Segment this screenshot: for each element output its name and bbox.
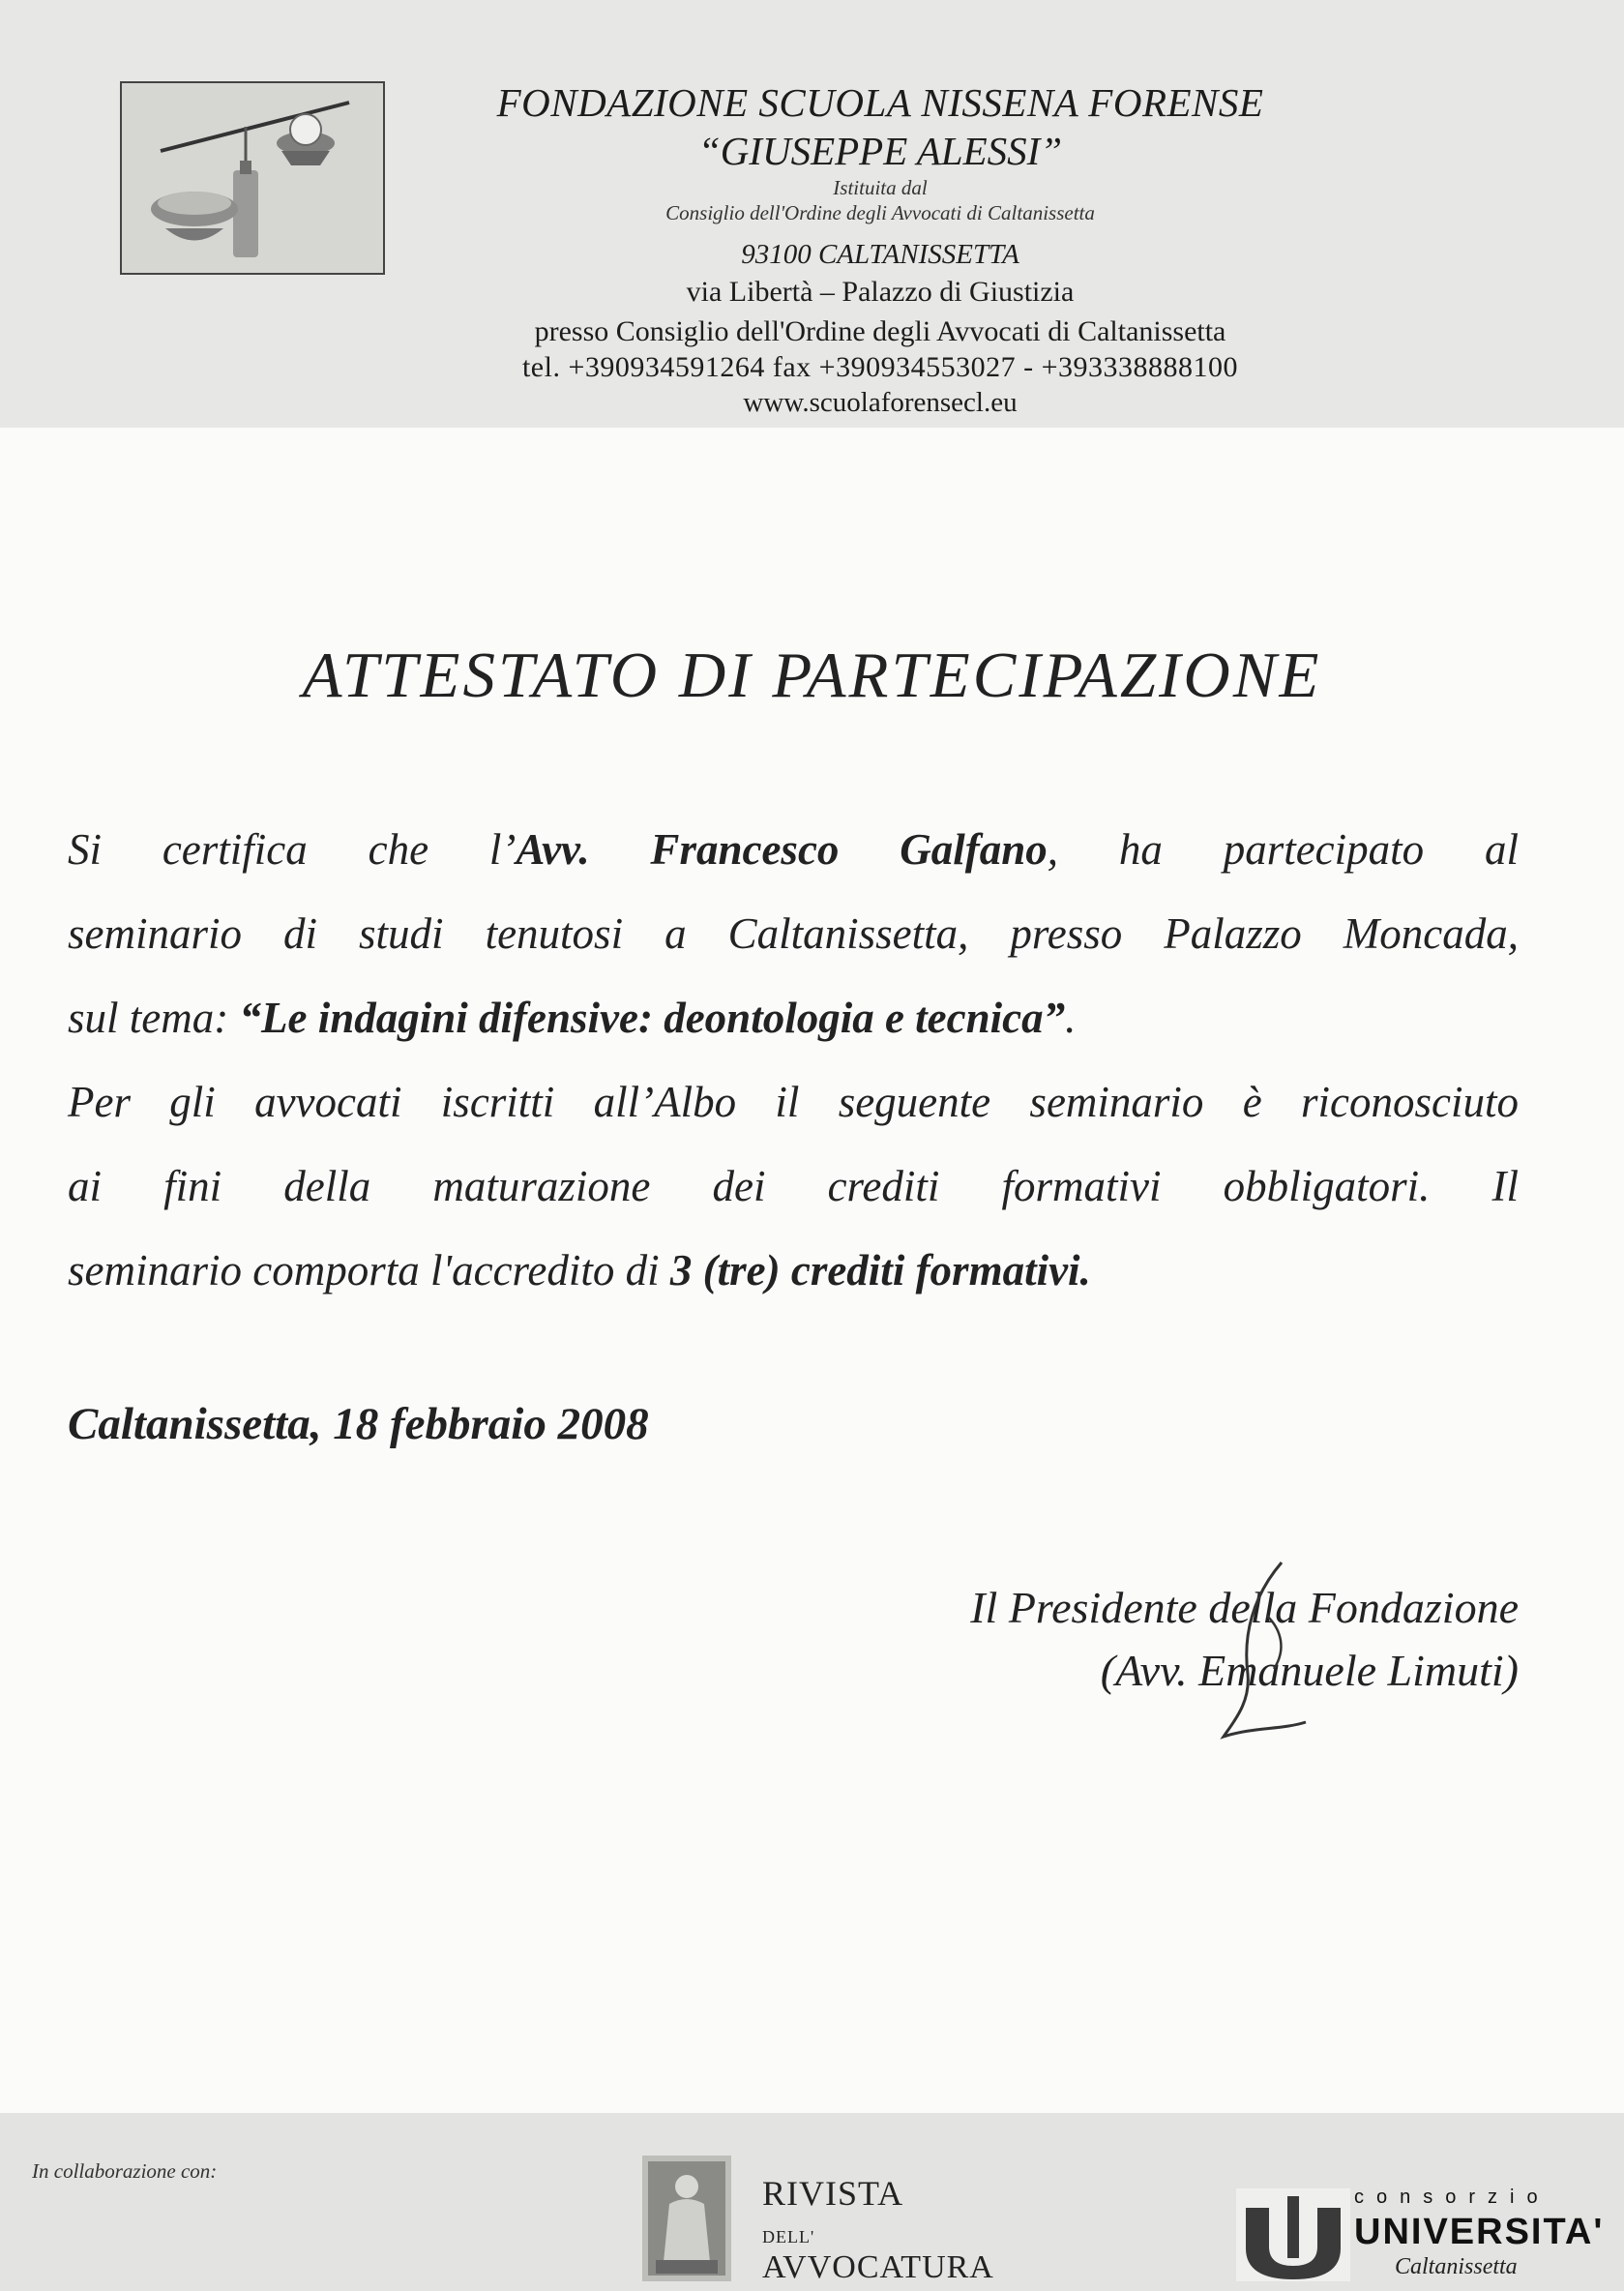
seminar-topic: “Le indagini difensive: deontologia e tecnica” [239,994,1066,1042]
consorzio-city: Caltanissetta [1395,2254,1518,2279]
issue-date: Caltanissetta, 18 febbraio 2008 [68,1399,649,1449]
signatory-name: (Avv. Emanuele Limuti) [1100,1646,1519,1695]
credits-count: 3 (tre) crediti formativi. [669,1246,1091,1294]
certificate-title: ATTESTATO DI PARTECIPAZIONE [302,640,1322,711]
body-line-1 [68,808,1519,892]
instituted-by: Consiglio dell'Ordine degli Avvocati di Caltanissetta [665,201,1095,224]
rivista-title-1: RIVISTA [762,2174,904,2213]
participant-name: Avv. Francesco Galfano [516,825,1048,874]
consorzio-label: consorzio [1354,2187,1550,2208]
body-text: Si certifica che l’ [68,825,517,874]
presso-address: presso Consiglio dell'Ordine degli Avvocati di Caltanissetta [534,315,1226,347]
street-address: via Libertà – Palazzo di Giustizia [686,276,1075,308]
body-line-6 [68,1229,1519,1313]
rivista-statue-image [642,2156,731,2281]
certificate-body [68,808,1519,1313]
rivista-title-3: AVVOCATURA [762,2249,994,2285]
contact-numbers: tel. +390934591264 fax +390934553027 - +393338888100 [521,351,1239,383]
body-line-2: seminario di studi tenutosi a Caltanissetta, presso Palazzo Moncada, [68,909,1519,958]
website-link[interactable]: www.scuolaforensecl.eu [743,387,1018,418]
body-line-4: Per gli avvocati iscritti all’Albo il seguente seminario è riconosciuto [68,1078,1519,1126]
scales-of-justice-icon [122,83,383,273]
handwritten-signature [1214,1558,1330,1751]
foundation-logo [120,81,385,275]
body-text: . [1065,994,1077,1042]
postal-city: 93100 CALTANISSETTA [741,239,1019,270]
body-text: sul tema: [68,994,240,1042]
foundation-name: FONDAZIONE SCUOLA NISSENA FORENSE [496,80,1264,125]
body-text: , ha partecipato al [1047,825,1519,874]
consorzio-logo-icon [1236,2188,1350,2281]
rivista-title-2: DELL' [762,2227,815,2246]
universita-label: UNIVERSITA' [1354,2212,1605,2252]
instituted-label: Istituita dal [833,176,928,199]
collaboration-label: In collaborazione con: [32,2159,218,2183]
body-line-3 [68,976,1519,1060]
foundation-dedication: “GIUSEPPE ALESSI” [697,129,1063,173]
body-line-5: ai fini della maturazione dei crediti formativi obbligatori. Il [68,1162,1519,1210]
signatory-role: Il Presidente della Fondazione [970,1583,1519,1632]
body-text: seminario comporta l'accredito di [68,1246,670,1294]
